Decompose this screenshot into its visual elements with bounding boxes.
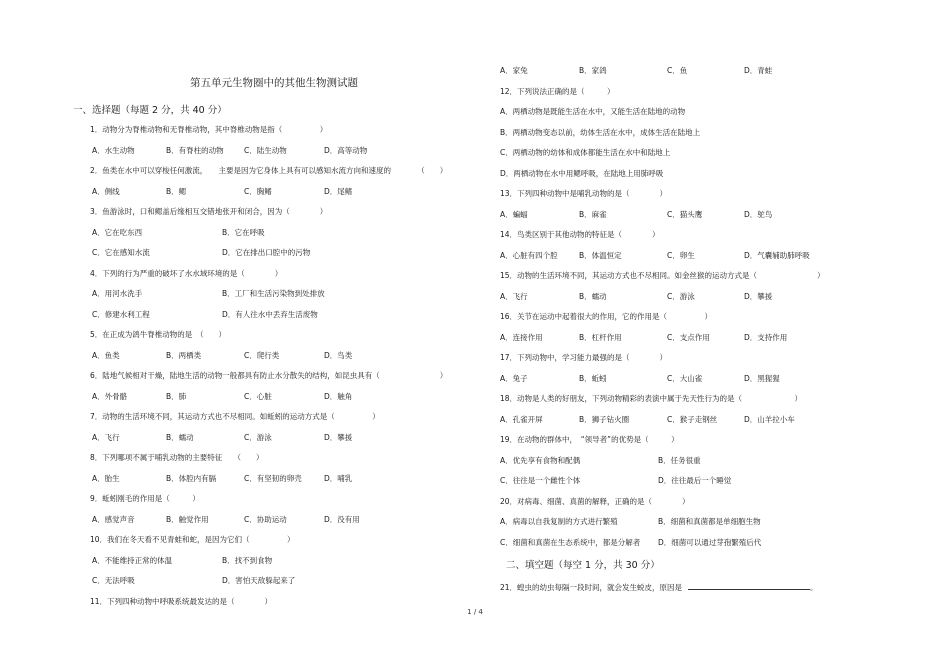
option: D．鸟类	[324, 350, 353, 360]
option: D．鸵鸟	[744, 209, 773, 219]
option: B．狮子钻火圈	[579, 414, 630, 424]
option: C．鱼	[667, 66, 688, 75]
option: D．害怕天敌躲起来了	[222, 576, 296, 585]
option: C．心脏	[244, 391, 272, 401]
option: A．蝙蝠	[500, 209, 528, 219]
option: D．没有用	[324, 514, 360, 524]
option: A．优先享有食物和配偶	[500, 455, 581, 465]
option: B．两栖动物变态以前，幼体生活在水中，成体生活在陆地上	[500, 127, 701, 137]
question-text: 19．在动物的群体中， “领导者”的优势是（ ）	[500, 435, 679, 444]
option: B．肺	[166, 391, 187, 401]
option: A．两栖动物是既能生活在水中，又能生活在陆地的动物	[500, 107, 686, 116]
option: A．飞行	[500, 291, 528, 301]
option: C．胸鳍	[244, 186, 272, 196]
question-text: 3．鱼游泳时，口和鳃盖后缘相互交错地张开和闭合，因为（ ）	[90, 207, 328, 216]
option: D．哺乳	[324, 473, 353, 483]
option: A．不能维持正常的体温	[92, 555, 173, 565]
option: D．往往最后一个睡觉	[658, 476, 732, 485]
option: A．外骨骼	[92, 391, 128, 401]
question-text: 14．鸟类区别于其他动物的特征是（ ）	[500, 230, 660, 239]
option: D．黑猩猩	[744, 373, 780, 383]
option: B．它在呼吸	[222, 227, 265, 237]
option: B．有脊柱的动物	[166, 145, 224, 155]
question-text: 8．下列哪项不属于哺乳动物的主要特征 （ ）	[90, 453, 264, 462]
option: B．体温恒定	[579, 250, 622, 260]
question-text: 4．下列的行为严重的破坏了水水域环境的是（ ）	[90, 268, 283, 278]
question-text: 1．动物分为脊椎动物和无脊椎动物，其中脊椎动物是指（ ）	[90, 125, 328, 134]
page-title: 第五单元生物圈中的其他生物测试题	[190, 77, 358, 89]
option: C．两栖动物的幼体和成体都能生活在水中和陆地上	[500, 148, 671, 157]
option: A．用河水洗手	[92, 289, 143, 298]
section-heading: 二、填空题（每空 1 分，共 30 分）	[506, 560, 660, 571]
question-text: 11．下列四种动物中呼吸系统最发达的是（ ）	[90, 596, 273, 606]
fill-question: 21．蝗虫的幼虫每隔一段时间，就会发生蜕皮，原因是 。	[500, 582, 818, 592]
option: A．胎生	[92, 473, 120, 483]
answer-blank	[688, 581, 810, 590]
option: B．蠕动	[166, 432, 194, 442]
option: D．攀援	[324, 432, 353, 442]
option: D．细菌可以通过芽孢繁殖后代	[658, 537, 762, 547]
option: B．蠕动	[579, 291, 607, 301]
option: C．支点作用	[667, 332, 710, 342]
option: A．水生动物	[92, 145, 135, 155]
option: B．蚯蚓	[579, 373, 607, 383]
option: A．病毒以自我复制的方式进行繁殖	[500, 517, 618, 526]
option: C．大山雀	[667, 373, 703, 383]
option: A．连接作用	[500, 332, 543, 342]
option: A．感觉声音	[92, 514, 135, 524]
option: D．两栖动物在水中用鳃呼吸，在陆地上用肺呼吸	[500, 168, 664, 178]
option: A．侧线	[92, 186, 120, 196]
section-heading: 一、选择题（每题 2 分，共 40 分）	[73, 105, 227, 116]
option: C．无法呼吸	[92, 576, 135, 585]
option: C．猫头鹰	[667, 209, 703, 219]
question-text: 9．蚯蚓刚毛的作用是（ ）	[90, 494, 200, 503]
option: C．游泳	[244, 432, 272, 442]
option: C．卵生	[667, 250, 695, 260]
page-number: 1 / 4	[467, 608, 483, 616]
option: C．它在感知水流	[92, 248, 150, 257]
option: D．气囊辅助肺呼吸	[744, 250, 810, 260]
question-text: 20．对病毒、细菌、真菌的解释，正确的是（ ）	[500, 496, 690, 506]
option: B．鳃	[166, 186, 187, 196]
question-text: 5．在正成为鸽牛脊椎动物的是 （ ）	[90, 330, 227, 339]
fill-end: 。	[810, 582, 818, 592]
option: A．鱼类	[92, 350, 120, 360]
question-text: 16．关节在运动中起着很大的作用，它的作用是（ ）	[500, 312, 713, 321]
option: D．支持作用	[744, 332, 788, 342]
option: A．家兔	[500, 66, 528, 75]
option: B．麻雀	[579, 209, 607, 219]
option: C．修建水利工程	[92, 309, 150, 319]
option: D．它在排出口腔中的污物	[222, 248, 311, 257]
option: C．游泳	[667, 291, 695, 301]
option: C．协助运动	[244, 514, 287, 524]
option: D．触角	[324, 391, 353, 401]
option: B．家鸽	[579, 66, 607, 75]
option: B．任务很重	[658, 455, 701, 465]
option: A．飞行	[92, 432, 120, 442]
option: A．心脏有四个腔	[500, 250, 558, 260]
option: D．攀援	[744, 291, 773, 301]
option: D．青蛙	[744, 66, 773, 75]
option: B．触觉作用	[166, 514, 209, 524]
option: B．体腔内有膈	[166, 473, 217, 483]
option: C．细菌和真菌在生态系统中，都是分解者	[500, 537, 641, 547]
option: D．有人往水中丢弃生活废物	[222, 309, 318, 319]
question-text: 10．我们在冬天看不见青蛙和蛇，是因为它们（ ）	[90, 535, 295, 544]
question-text: 12．下列说法正确的是（ ）	[500, 86, 615, 96]
question-text: 6．陆地气候相对干燥，陆地生活的动物一般都具有防止水分散失的结构，如昆虫具有（ ）	[90, 371, 448, 380]
option: B．杠杆作用	[579, 332, 622, 342]
option: B．细菌和真菌都是单细胞生物	[658, 517, 761, 526]
option: C．猴子走钢丝	[667, 414, 718, 424]
question-text: 15．动物的生活环境不同，其运动方式也不尽相同。如金丝猴的运动方式是（ ）	[500, 271, 825, 280]
option: A．兔子	[500, 373, 528, 383]
option: C．有坚韧的卵壳	[244, 473, 302, 483]
option: D．高等动物	[324, 145, 368, 155]
option: C．陆生动物	[244, 145, 287, 155]
option: A．它在吃东西	[92, 227, 143, 237]
option: A．孔雀开屏	[500, 414, 543, 424]
question-text: 2．鱼类在水中可以穿梭任何激流， 主要是因为它身体上具有可以感知水流方向和速度的 （ ）	[90, 166, 448, 175]
option: C．爬行类	[244, 350, 280, 360]
question-text: 18．动物是人类的好朋友，下列动物精彩的表演中属于先天性行为的是（ ）	[500, 394, 803, 403]
option: D．山羊拉小车	[744, 414, 795, 424]
option: B．工厂和生活污染物到处排放	[222, 289, 325, 298]
question-text: 13．下列四种动物中是哺乳动物的是（ ）	[500, 189, 668, 198]
option: B．两栖类	[166, 350, 202, 360]
option: D．尾鳍	[324, 186, 353, 196]
question-text: 7．动物的生活环境不同，其运动方式也不尽相同。如蚯蚓的运动方式是（ ）	[90, 412, 380, 421]
question-text: 17．下列动物中，学习能力最强的是（ ）	[500, 353, 668, 362]
option: B．找不到食物	[222, 555, 273, 565]
option: C．往往是一个雌性个体	[500, 476, 581, 485]
